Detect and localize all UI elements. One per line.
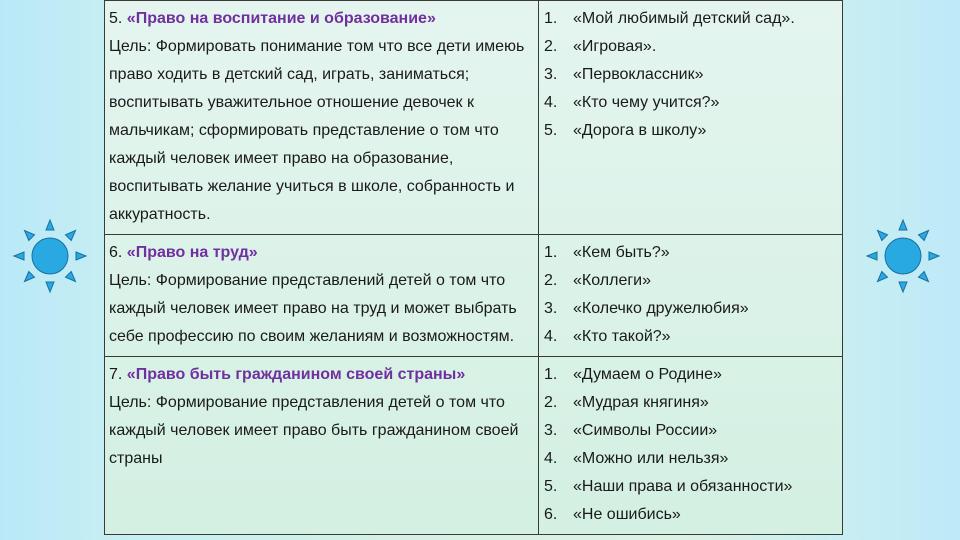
right-title: «Право быть гражданином своей страны» bbox=[126, 366, 466, 383]
right-heading bbox=[109, 5, 535, 33]
list-item bbox=[543, 267, 839, 295]
games-list bbox=[543, 5, 839, 145]
rights-table bbox=[104, 0, 843, 535]
sun-icon bbox=[865, 218, 941, 294]
list-item-text: «Первоклассник» bbox=[573, 66, 704, 83]
games-list bbox=[543, 361, 839, 529]
list-item bbox=[543, 61, 839, 89]
list-item-text: «Дорога в школу» bbox=[573, 122, 707, 139]
list-item-text: «Кто чему учится?» bbox=[573, 94, 720, 111]
list-item-text: «Коллеги» bbox=[573, 272, 652, 289]
list-item-text: «Колечко дружелюбия» bbox=[573, 300, 749, 317]
list-item-index: 5. bbox=[544, 478, 558, 495]
list-item-index: 3. bbox=[544, 300, 558, 317]
table-row bbox=[105, 1, 843, 235]
games-list bbox=[543, 239, 839, 351]
list-item-index: 6. bbox=[544, 506, 558, 523]
right-title: «Право на воспитание и образование» bbox=[126, 10, 436, 27]
list-item bbox=[543, 361, 839, 389]
list-item-index: 4. bbox=[544, 328, 558, 345]
list-item bbox=[543, 417, 839, 445]
list-item bbox=[543, 239, 839, 267]
list-item bbox=[543, 295, 839, 323]
list-item-index: 1. bbox=[544, 244, 558, 261]
list-item-index: 2. bbox=[544, 38, 558, 55]
list-item bbox=[543, 323, 839, 351]
sun-icon bbox=[12, 218, 88, 294]
sun-icon-graphic bbox=[12, 218, 88, 294]
right-description-cell bbox=[105, 235, 539, 357]
list-item-text: «Игровая». bbox=[573, 38, 657, 55]
games-cell bbox=[539, 235, 843, 357]
list-item-index: 4. bbox=[544, 450, 558, 467]
right-title: «Право на труд» bbox=[126, 244, 258, 261]
list-item-text: «Не ошибись» bbox=[573, 506, 681, 523]
table-row bbox=[105, 357, 843, 535]
list-item-index: 4. bbox=[544, 94, 558, 111]
list-item bbox=[543, 5, 839, 33]
list-item-text: «Думаем о Родине» bbox=[573, 366, 722, 383]
list-item bbox=[543, 117, 839, 145]
list-item-index: 1. bbox=[544, 366, 558, 383]
right-goal: Цель: Формировать понимание том что все дети имеюь право ходить в детский сад, играть, заниматься; воспитывать уважительное отношение девочек к мальчикам; сформировать представление о том что каждый человек имеет право на образование, воспитывать желание учиться в школе, собранность и аккуратность. bbox=[109, 38, 525, 223]
right-description-cell bbox=[105, 357, 539, 535]
list-item bbox=[543, 89, 839, 117]
list-item bbox=[543, 501, 839, 529]
list-item bbox=[543, 473, 839, 501]
right-number: 6. bbox=[109, 244, 127, 261]
list-item-text: «Кто такой?» bbox=[573, 328, 671, 345]
list-item-index: 3. bbox=[544, 422, 558, 439]
list-item-text: «Кем быть?» bbox=[573, 244, 670, 261]
right-description-cell bbox=[105, 1, 539, 235]
list-item-text: «Наши права и обязанности» bbox=[573, 478, 793, 495]
sun-icon-graphic bbox=[865, 218, 941, 294]
right-heading bbox=[109, 239, 535, 267]
right-number: 5. bbox=[109, 10, 127, 27]
list-item-index: 2. bbox=[544, 272, 558, 289]
right-heading bbox=[109, 361, 535, 389]
list-item-text: «Мудрая княгиня» bbox=[573, 394, 709, 411]
right-goal: Цель: Формирование представлений детей о том что каждый человек имеет право на труд и может выбрать себе профессию по своим желаниям и возможностям. bbox=[109, 272, 517, 345]
list-item-index: 5. bbox=[544, 122, 558, 139]
list-item bbox=[543, 389, 839, 417]
games-cell bbox=[539, 1, 843, 235]
right-goal: Цель: Формирование представления детей о том что каждый человек имеет право быть гражданином своей страны bbox=[109, 394, 519, 467]
list-item-text: «Можно или нельзя» bbox=[573, 450, 729, 467]
list-item-index: 3. bbox=[544, 66, 558, 83]
list-item-index: 2. bbox=[544, 394, 558, 411]
list-item-text: «Символы России» bbox=[573, 422, 718, 439]
list-item-text: «Мой любимый детский сад». bbox=[573, 10, 795, 27]
list-item-index: 1. bbox=[544, 10, 558, 27]
games-cell bbox=[539, 357, 843, 535]
table-row bbox=[105, 235, 843, 357]
right-number: 7. bbox=[109, 366, 127, 383]
list-item bbox=[543, 33, 839, 61]
list-item bbox=[543, 445, 839, 473]
